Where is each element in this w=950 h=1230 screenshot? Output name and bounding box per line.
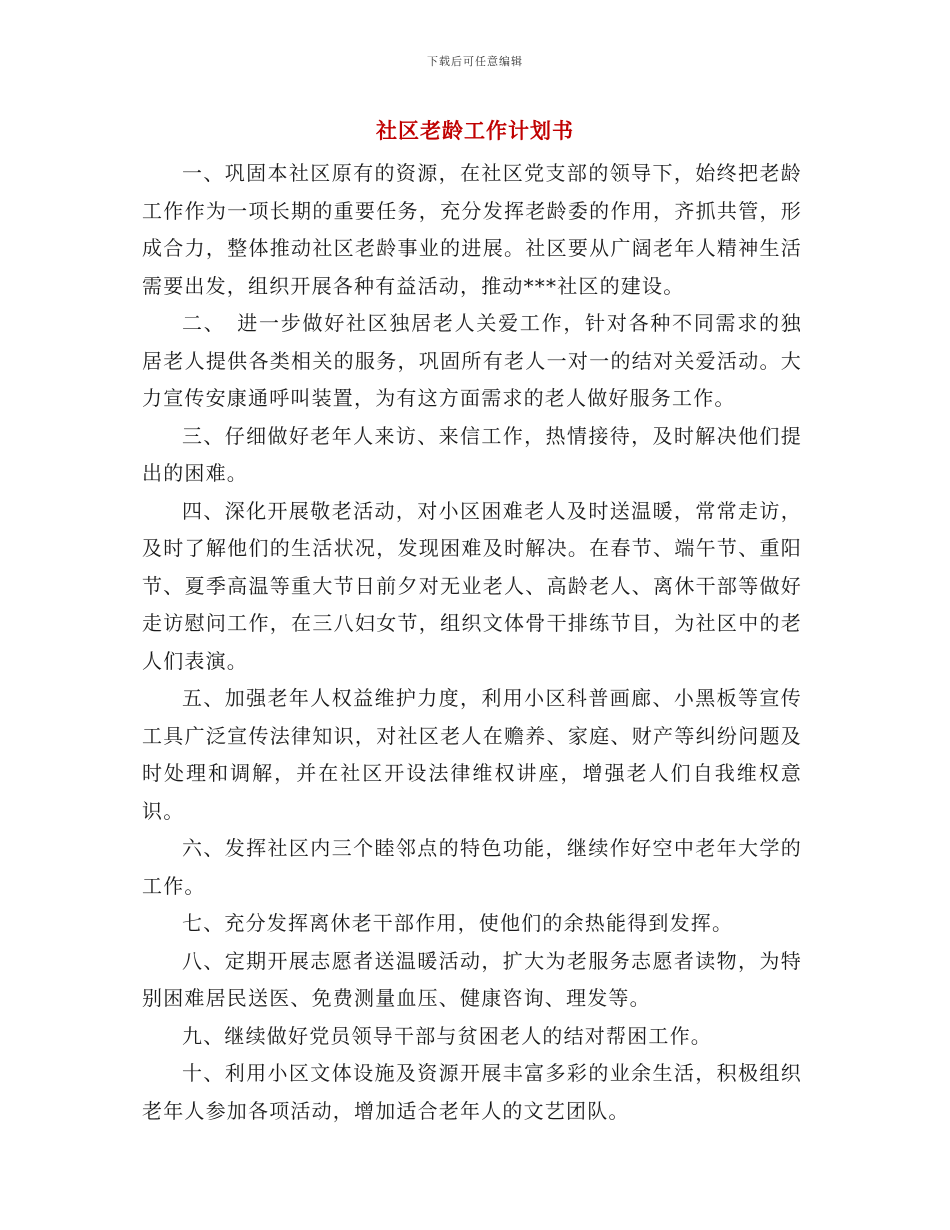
paragraph-8: 八、定期开展志愿者送温暖活动，扩大为老服务志愿者读物，为特别困难居民送医、免费测量血压、健康咨询、理发等。 bbox=[142, 948, 802, 1010]
document-body bbox=[142, 155, 802, 1130]
paragraph-2: 二、 进一步做好社区独居老人关爱工作，针对各种不同需求的独居老人提供各类相关的服务，巩固所有老人一对一的结对关爱活动。大力宣传安康通呼叫装置，为有这方面需求的老人做好服务工作。 bbox=[142, 311, 802, 410]
paragraph-9: 九、继续做好党员领导干部与贫困老人的结对帮困工作。 bbox=[182, 1023, 712, 1048]
paragraph-10: 十、利用小区文体设施及资源开展丰富多彩的业余生活，积极组织老年人参加各项活动，增加适合老年人的文艺团队。 bbox=[142, 1061, 802, 1123]
paragraph-5: 五、加强老年人权益维护力度，利用小区科普画廊、小黑板等宣传工具广泛宣传法律知识，对社区老人在赡养、家庭、财产等纠纷问题及时处理和调解，并在社区开设法律维权讲座，增强老人们自我维权意识。 bbox=[142, 686, 802, 823]
paragraph-1: 一、巩固本社区原有的资源，在社区党支部的领导下，始终把老龄工作作为一项长期的重要任务，充分发挥老龄委的作用，齐抓共管，形成合力，整体推动社区老龄事业的进展。社区要从广阔老年人精神生活需要出发，组织开展各种有益活动，推动***社区的建设。 bbox=[142, 161, 802, 298]
header-note: 下载后可任意编辑 bbox=[427, 55, 523, 68]
paragraph-3: 三、仔细做好老年人来访、来信工作，热情接待，及时解决他们提出的困难。 bbox=[142, 423, 802, 485]
paragraph-7: 七、充分发挥离休老干部作用，使他们的余热能得到发挥。 bbox=[182, 911, 734, 935]
document-title: 社区老龄工作计划书 bbox=[376, 118, 574, 143]
paragraph-4: 四、深化开展敬老活动，对小区困难老人及时送温暖，常常走访，及时了解他们的生活状况，发现困难及时解决。在春节、端午节、重阳节、夏季高温等重大节日前夕对无业老人、高龄老人、离休干部等做好走访慰问工作，在三八妇女节，组织文体骨干排练节目，为社区中的老人们表演。 bbox=[142, 498, 802, 673]
paragraph-6: 六、发挥社区内三个睦邻点的特色功能，继续作好空中老年大学的工作。 bbox=[142, 836, 802, 898]
